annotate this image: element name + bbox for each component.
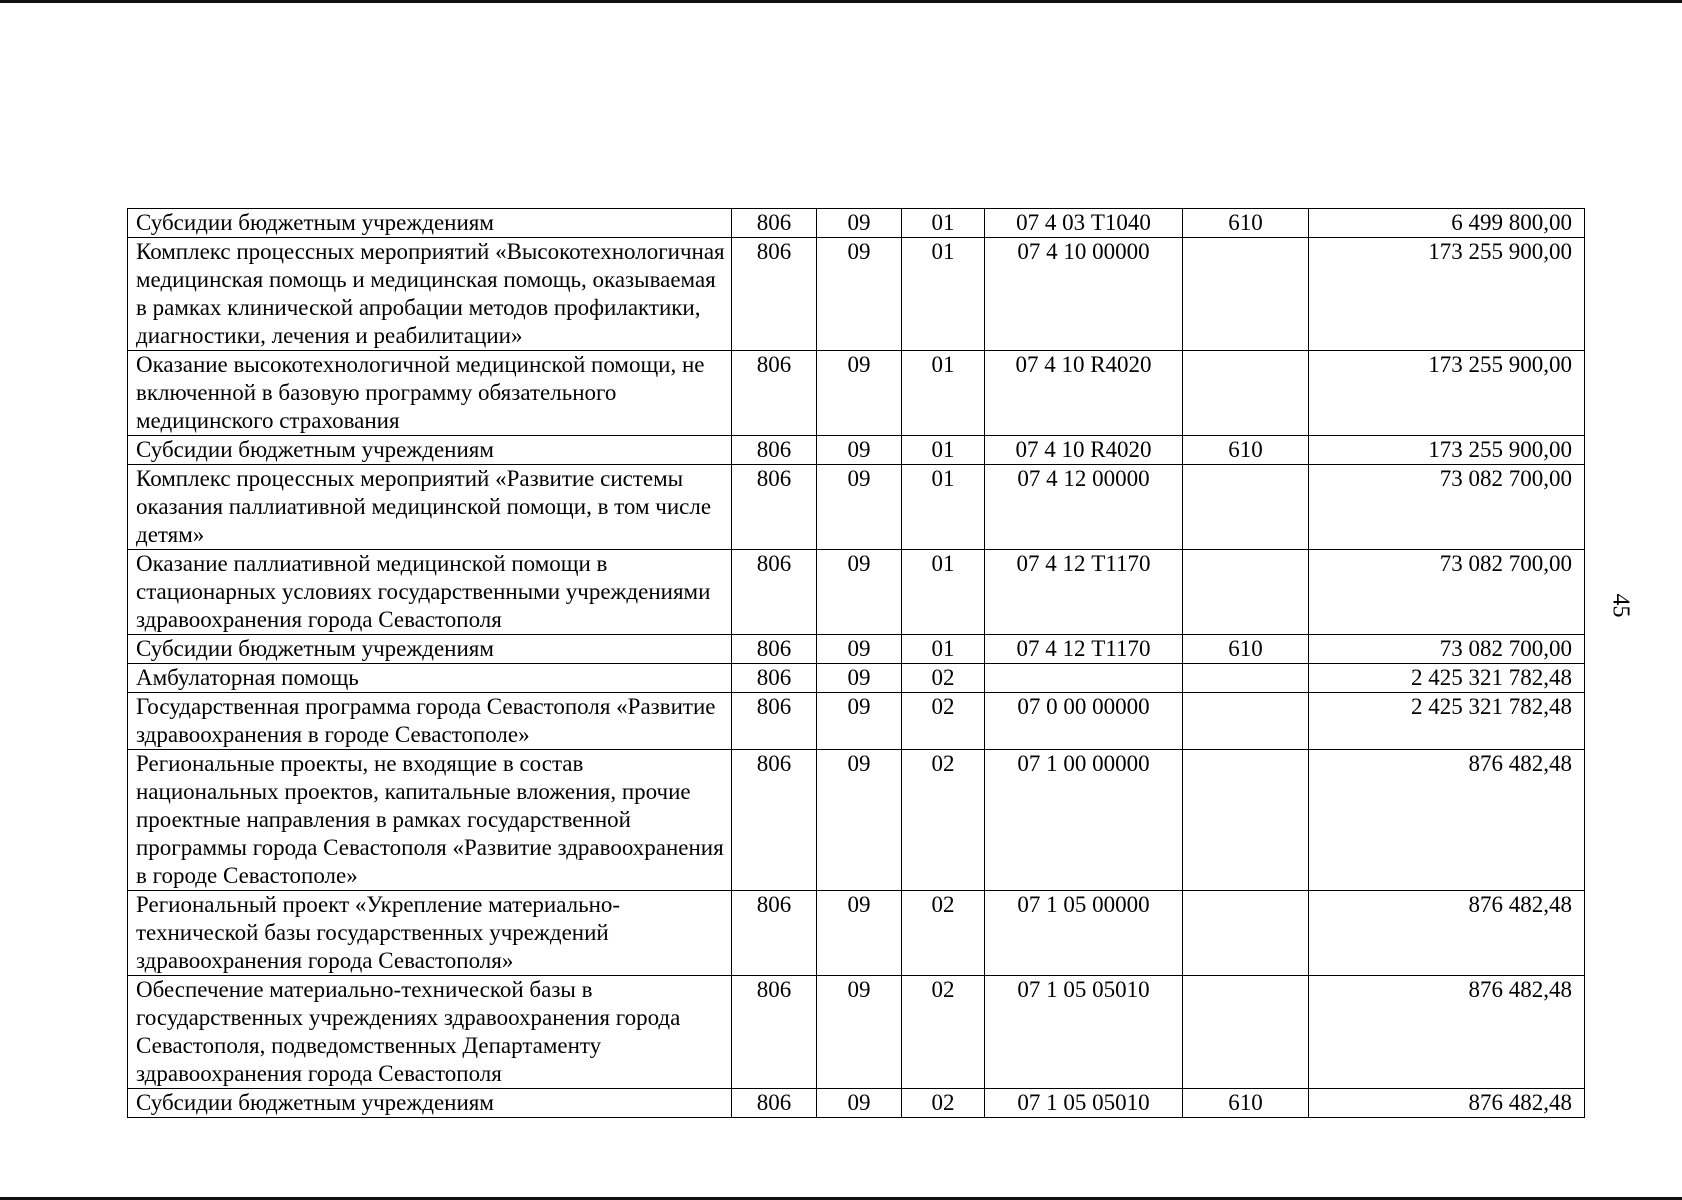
row-csr: 07 4 10 R4020 <box>985 436 1183 465</box>
row-ved: 806 <box>732 693 817 750</box>
table-row <box>128 750 1585 891</box>
row-csr <box>985 664 1183 693</box>
table-row <box>128 238 1585 351</box>
row-pr: 02 <box>902 664 985 693</box>
row-pr: 02 <box>902 976 985 1089</box>
row-vr: 610 <box>1183 436 1309 465</box>
scan-border-top <box>0 0 1682 3</box>
row-sum: 2 425 321 782,48 <box>1309 664 1585 693</box>
row-pr: 01 <box>902 238 985 351</box>
row-pr: 01 <box>902 209 985 238</box>
row-sum: 2 425 321 782,48 <box>1309 693 1585 750</box>
table-row <box>128 351 1585 436</box>
row-rz: 09 <box>817 436 902 465</box>
row-name: Оказание высокотехнологичной медицинской помощи, не включенной в базовую программу обязательного медицинского страхования <box>128 351 732 436</box>
row-vr <box>1183 976 1309 1089</box>
row-name: Обеспечение материально-технической базы в государственных учреждениях здравоохранения города Севастополя, подведомственных Департаменту здравоохранения города Севастополя <box>128 976 732 1089</box>
row-pr: 02 <box>902 693 985 750</box>
row-name: Региональные проекты, не входящие в состав национальных проектов, капитальные вложения, прочие проектные направления в рамках государственной программы города Севастополя «Развитие здравоохранения в городе Севастополе» <box>128 750 732 891</box>
row-ved: 806 <box>732 891 817 976</box>
row-ved: 806 <box>732 209 817 238</box>
row-pr: 01 <box>902 550 985 635</box>
row-name: Региональный проект «Укрепление материально-технической базы государственных учреждений здравоохранения города Севастополя» <box>128 891 732 976</box>
row-vr <box>1183 664 1309 693</box>
row-csr: 07 0 00 00000 <box>985 693 1183 750</box>
row-vr <box>1183 750 1309 891</box>
table-row <box>128 465 1585 550</box>
row-rz: 09 <box>817 465 902 550</box>
row-rz: 09 <box>817 693 902 750</box>
row-pr: 01 <box>902 465 985 550</box>
table-row <box>128 664 1585 693</box>
row-ved: 806 <box>732 550 817 635</box>
budget-table <box>127 208 1585 1118</box>
row-rz: 09 <box>817 664 902 693</box>
row-csr: 07 4 03 Т1040 <box>985 209 1183 238</box>
row-csr: 07 4 12 Т1170 <box>985 550 1183 635</box>
table-row <box>128 1089 1585 1118</box>
row-ved: 806 <box>732 750 817 891</box>
row-sum: 876 482,48 <box>1309 1089 1585 1118</box>
row-pr: 02 <box>902 1089 985 1118</box>
table-body <box>128 209 1585 1118</box>
table-row <box>128 976 1585 1089</box>
row-csr: 07 4 10 R4020 <box>985 351 1183 436</box>
row-rz: 09 <box>817 550 902 635</box>
row-sum: 173 255 900,00 <box>1309 436 1585 465</box>
row-csr: 07 4 10 00000 <box>985 238 1183 351</box>
row-pr: 01 <box>902 351 985 436</box>
row-name: Оказание паллиативной медицинской помощи в стационарных условиях государственными учреждениями здравоохранения города Севастополя <box>128 550 732 635</box>
row-ved: 806 <box>732 635 817 664</box>
table-row <box>128 693 1585 750</box>
row-ved: 806 <box>732 351 817 436</box>
row-csr: 07 1 00 00000 <box>985 750 1183 891</box>
row-sum: 173 255 900,00 <box>1309 351 1585 436</box>
row-vr <box>1183 238 1309 351</box>
table-row <box>128 436 1585 465</box>
row-rz: 09 <box>817 1089 902 1118</box>
page-number: 45 <box>1607 593 1634 618</box>
row-rz: 09 <box>817 209 902 238</box>
table-row <box>128 209 1585 238</box>
row-name: Государственная программа города Севастополя «Развитие здравоохранения в городе Севастополе» <box>128 693 732 750</box>
row-csr: 07 1 05 05010 <box>985 1089 1183 1118</box>
row-pr: 02 <box>902 891 985 976</box>
row-name: Амбулаторная помощь <box>128 664 732 693</box>
row-vr <box>1183 693 1309 750</box>
row-rz: 09 <box>817 238 902 351</box>
row-sum: 6 499 800,00 <box>1309 209 1585 238</box>
row-ved: 806 <box>732 436 817 465</box>
row-sum: 876 482,48 <box>1309 750 1585 891</box>
row-pr: 01 <box>902 436 985 465</box>
row-name: Субсидии бюджетным учреждениям <box>128 436 732 465</box>
row-vr: 610 <box>1183 1089 1309 1118</box>
row-csr: 07 4 12 00000 <box>985 465 1183 550</box>
row-vr <box>1183 465 1309 550</box>
row-rz: 09 <box>817 976 902 1089</box>
row-vr: 610 <box>1183 635 1309 664</box>
row-ved: 806 <box>732 238 817 351</box>
row-pr: 02 <box>902 750 985 891</box>
table-row <box>128 550 1585 635</box>
row-csr: 07 1 05 05010 <box>985 976 1183 1089</box>
row-name: Субсидии бюджетным учреждениям <box>128 635 732 664</box>
row-vr <box>1183 891 1309 976</box>
row-sum: 876 482,48 <box>1309 891 1585 976</box>
row-name: Комплекс процессных мероприятий «Развитие системы оказания паллиативной медицинской помощи, в том числе детям» <box>128 465 732 550</box>
row-ved: 806 <box>732 976 817 1089</box>
row-sum: 73 082 700,00 <box>1309 635 1585 664</box>
row-sum: 73 082 700,00 <box>1309 465 1585 550</box>
row-vr: 610 <box>1183 209 1309 238</box>
table-row <box>128 891 1585 976</box>
row-vr <box>1183 550 1309 635</box>
table-row <box>128 635 1585 664</box>
row-pr: 01 <box>902 635 985 664</box>
row-name: Субсидии бюджетным учреждениям <box>128 1089 732 1118</box>
row-rz: 09 <box>817 891 902 976</box>
row-ved: 806 <box>732 1089 817 1118</box>
row-name: Субсидии бюджетным учреждениям <box>128 209 732 238</box>
row-ved: 806 <box>732 465 817 550</box>
row-sum: 173 255 900,00 <box>1309 238 1585 351</box>
row-rz: 09 <box>817 635 902 664</box>
row-rz: 09 <box>817 750 902 891</box>
row-rz: 09 <box>817 351 902 436</box>
row-csr: 07 4 12 Т1170 <box>985 635 1183 664</box>
row-ved: 806 <box>732 664 817 693</box>
row-sum: 876 482,48 <box>1309 976 1585 1089</box>
row-sum: 73 082 700,00 <box>1309 550 1585 635</box>
row-vr <box>1183 351 1309 436</box>
row-name: Комплекс процессных мероприятий «Высокотехнологичная медицинская помощь и медицинская помощь, оказываемая в рамках клинической апробации методов профилактики, диагностики, лечения и реабилитации» <box>128 238 732 351</box>
row-csr: 07 1 05 00000 <box>985 891 1183 976</box>
